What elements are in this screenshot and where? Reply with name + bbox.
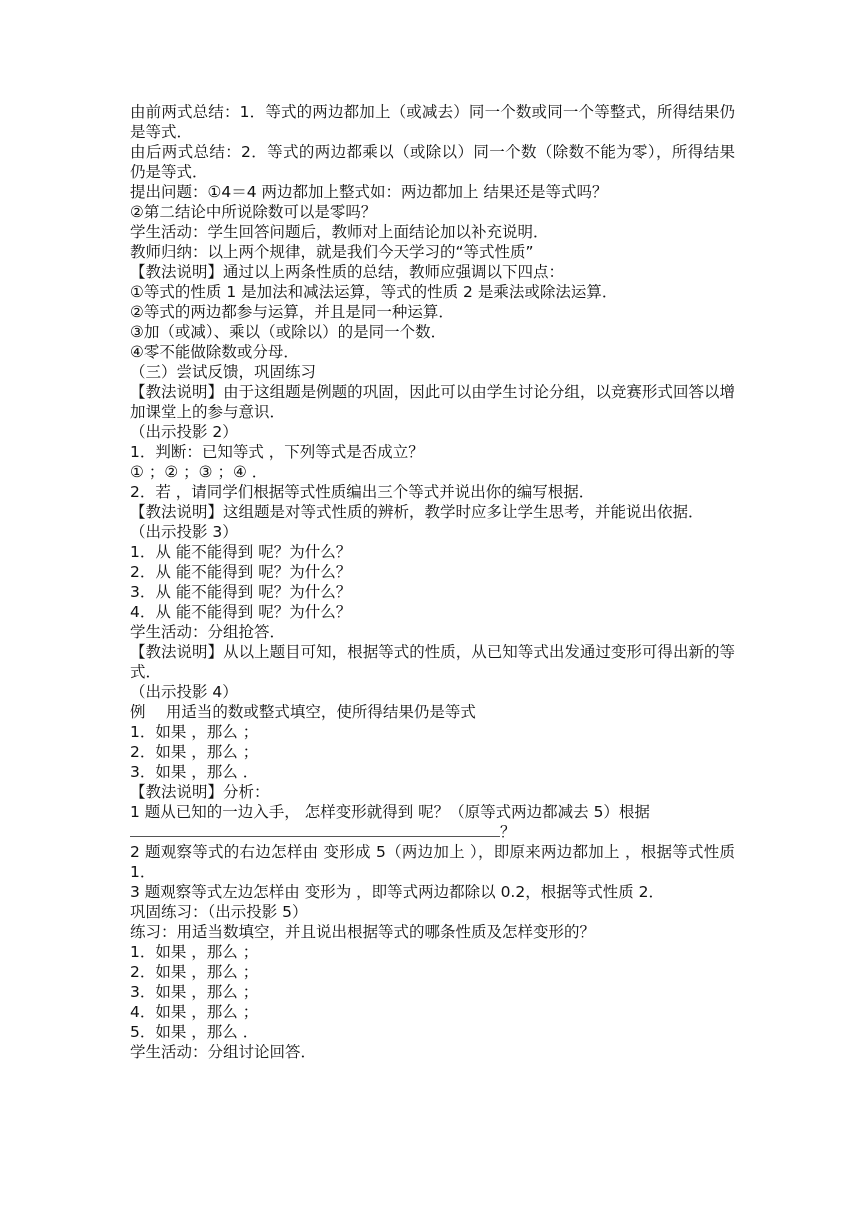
exercise-judge: 1．判断：已知等式 ，下列等式是否成立？ (130, 443, 424, 461)
practice-item-2: 2．如果 ，那么 ； (130, 963, 259, 981)
practice-item-3: 3．如果 ，那么 ； (130, 983, 259, 1001)
point-2: ②等式的两边都参与运算，并且是同一种运算． (130, 303, 454, 321)
underline-rule (130, 824, 500, 837)
question-1: 提出问题：①4＝4 两边都加上整式如：两边都加上 结果还是等式吗？ (130, 183, 608, 201)
student-activity-2: 学生活动：分组抢答． (130, 623, 286, 641)
projection-3-item-4: 4．从 能不能得到 呢？为什么？ (130, 603, 352, 621)
method-note-3: 【教法说明】这组题是对等式性质的辨析，教学时应多让学生思考，并能说出依据． (130, 503, 704, 521)
projection-3-item-2: 2．从 能不能得到 呢？为什么？ (130, 563, 352, 581)
teacher-summary: 教师归纳：以上两个规律，就是我们今天学习的“等式性质” (130, 243, 534, 261)
analysis-2: 2 题观察等式的右边怎样由 变形成 5（两边加上 ），即原来两边都加上 ，根据等式性质 1． (130, 843, 735, 881)
projection-3-item-3: 3．从 能不能得到 呢？为什么？ (130, 583, 352, 601)
projection-3-item-1: 1．从 能不能得到 呢？为什么？ (130, 543, 352, 561)
practice-item-1: 1．如果 ，那么 ； (130, 943, 259, 961)
example-item-3: 3．如果 ，那么 ． (130, 763, 259, 781)
practice-item-4: 4．如果 ，那么 ； (130, 1003, 259, 1021)
projection-2-label: （出示投影 2） (130, 423, 238, 441)
example-item-1: 1．如果 ，那么 ； (130, 723, 259, 741)
point-4: ④零不能做除数或分母． (130, 343, 299, 361)
method-note-4: 【教法说明】从以上题目可知，根据等式的性质，从已知等式出发通过变形可得出新的等式． (130, 643, 735, 681)
analysis-1: 1 题从已知的一边入手， 怎样变形就得到 呢？（原等式两边都减去 5）根据 (130, 803, 650, 821)
method-note-heading: 【教法说明】通过以上两条性质的总结，教师应强调以下四点： (130, 263, 565, 281)
practice-heading: 巩固练习：（出示投影 5） (130, 903, 308, 921)
projection-4-label: （出示投影 4） (130, 683, 238, 701)
question-2: ②第二结论中所说除数可以是零吗？ (130, 203, 377, 221)
student-activity: 学生活动：学生回答问题后，教师对上面结论加以补充说明． (130, 223, 549, 241)
practice-item-5: 5．如果 ，那么 ． (130, 1023, 259, 1041)
projection-3-label: （出示投影 3） (130, 523, 238, 541)
analysis-1-continued: ？ (130, 822, 735, 842)
example-item-2: 2．如果 ，那么 ； (130, 743, 259, 761)
method-note-analysis: 【教法说明】分析： (130, 783, 270, 801)
section-heading-3: （三）尝试反馈，巩固练习 (130, 363, 317, 381)
practice-instruction: 练习：用适当数填空，并且说出根据等式的哪条性质及怎样变形的？ (130, 923, 596, 941)
student-activity-3: 学生活动：分组讨论回答． (130, 1043, 317, 1061)
summary-property-1: 由前两式总结：1．等式的两边都加上（或减去）同一个数或同一个等整式，所得结果仍是等式． (130, 103, 735, 141)
point-1: ①等式的性质 1 是加法和减法运算，等式的性质 2 是乘法或除法运算． (130, 283, 618, 301)
exercise-judge-options: ① ；② ；③ ；④ ． (130, 463, 268, 481)
example-heading: 例 用适当的数或整式填空，使所得结果仍是等式 (130, 703, 476, 721)
point-3: ③加（或减）、乘以（或除以）的是同一个数． (130, 323, 447, 341)
method-note-2: 【教法说明】由于这组题是例题的巩固，因此可以由学生讨论分组，以竞赛形式回答以增加课堂上的参与意识． (130, 383, 735, 421)
summary-property-2: 由后两式总结：2．等式的两边都乘以（或除以）同一个数（除数不能为零），所得结果仍是等式． (130, 143, 735, 181)
analysis-3: 3 题观察等式左边怎样由 变形为 ，即等式两边都除以 0.2，根据等式性质 2． (130, 883, 665, 901)
document-body (130, 102, 735, 1062)
exercise-compose: 2．若 ，请同学们根据等式性质编出三个等式并说出你的编写根据． (130, 483, 595, 501)
